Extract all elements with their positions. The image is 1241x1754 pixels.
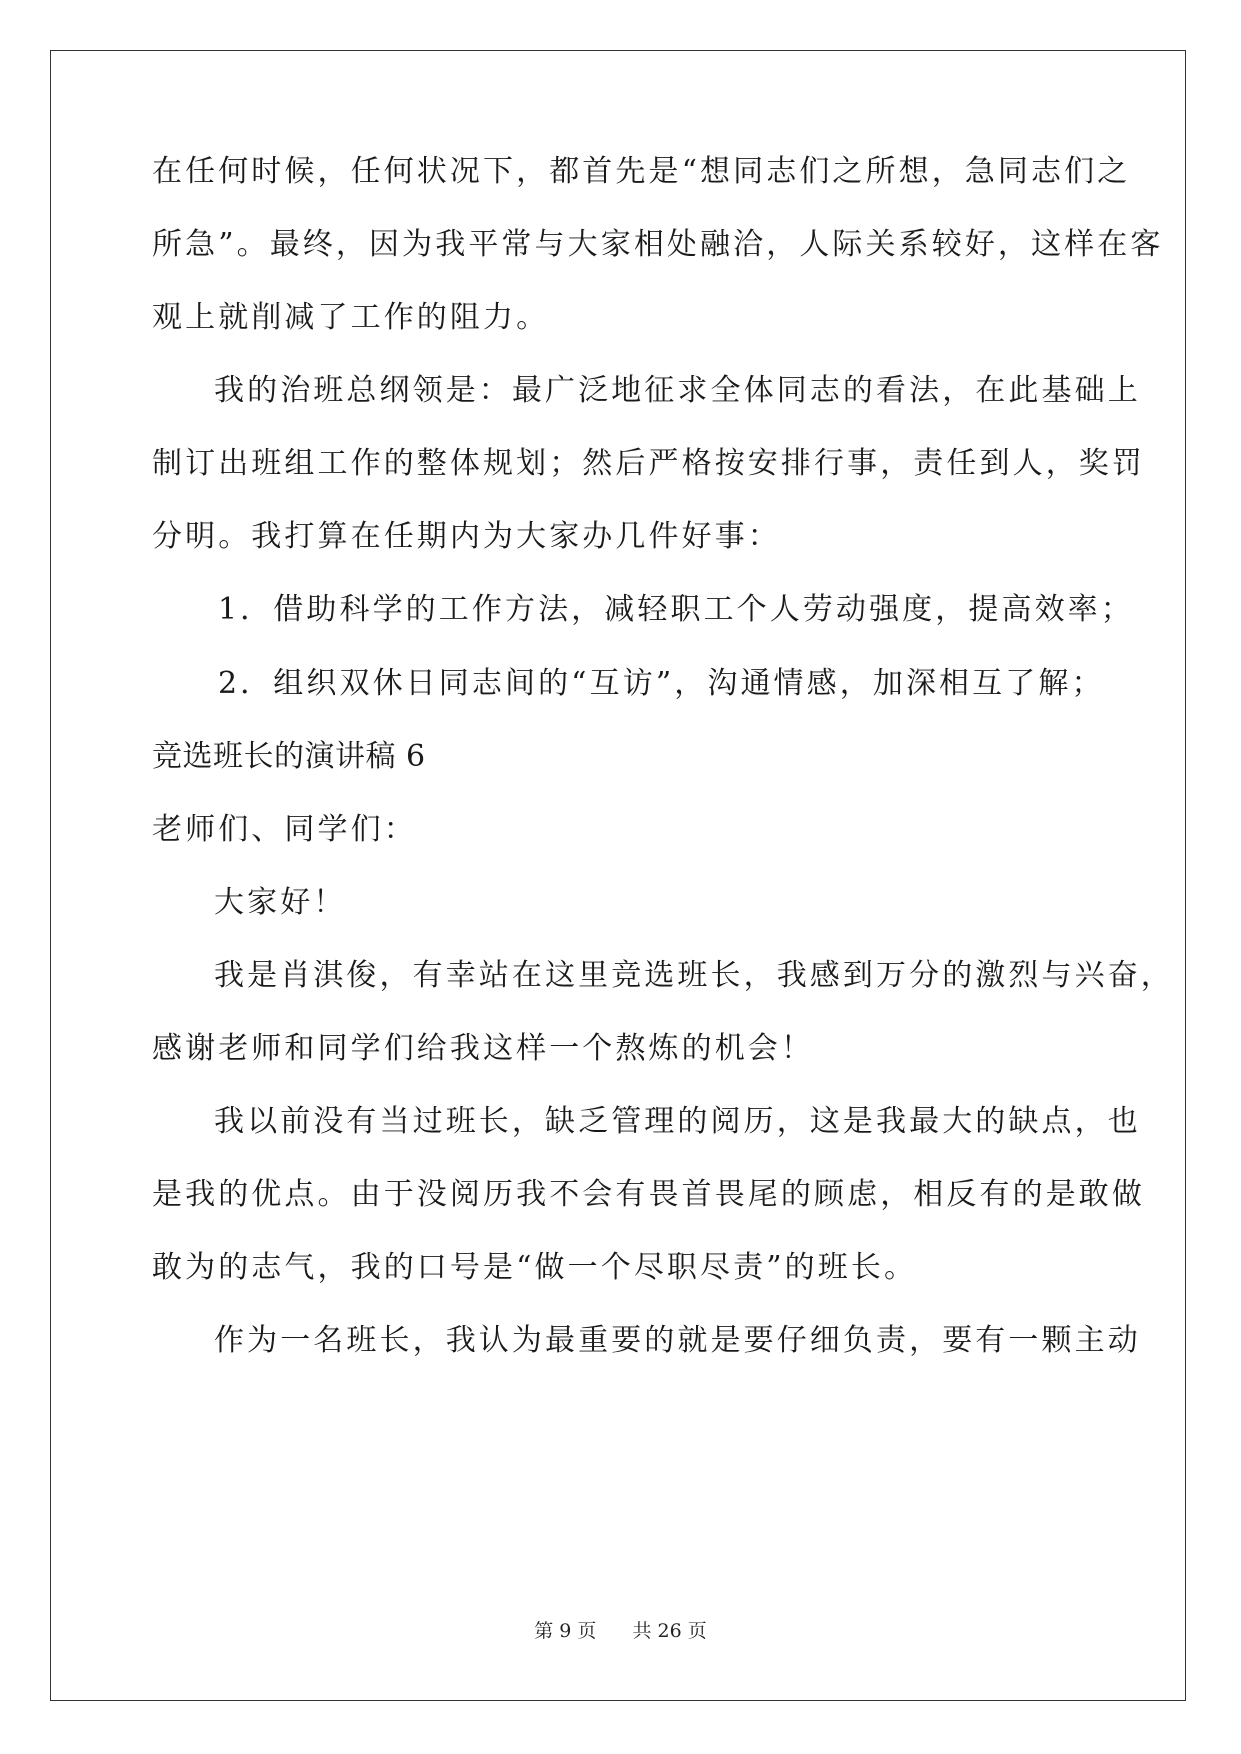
list-item: 2．组织双休日同志间的“互访”，沟通情感，加深相互了解； bbox=[218, 666, 1105, 701]
text-line: 我以前没有当过班长，缺乏管理的阅历，这是我最大的缺点，也 bbox=[214, 1104, 1141, 1139]
text-line: 在任何时候，任何状况下，都首先是“想同志们之所想，急同志们之 bbox=[152, 154, 1131, 189]
greeting: 大家好！ bbox=[214, 885, 347, 920]
text-line: 观上就削减了工作的阻力。 bbox=[152, 300, 550, 335]
text-line: 我的治班总纲领是：最广泛地征求全体同志的看法，在此基础上 bbox=[214, 373, 1141, 408]
page-number: 第 9 页 bbox=[534, 1620, 597, 1642]
text-line: 作为一名班长，我认为最重要的就是要仔细负责，要有一颗主动 bbox=[214, 1323, 1141, 1358]
text-line: 所急”。最终，因为我平常与大家相处融洽，人际关系较好，这样在客 bbox=[152, 227, 1164, 262]
list-item: 1．借助科学的工作方法，减轻职工个人劳动强度，提高效率； bbox=[218, 592, 1134, 627]
text-line: 感谢老师和同学们给我这样一个熬炼的机会！ bbox=[152, 1031, 814, 1066]
page-footer bbox=[0, 1619, 1241, 1643]
salutation: 老师们、同学们： bbox=[152, 812, 417, 847]
text-line: 我是肖淇俊，有幸站在这里竞选班长，我感到万分的激烈与兴奋， bbox=[214, 958, 1174, 993]
page-total: 共 26 页 bbox=[632, 1620, 707, 1642]
text-line: 是我的优点。由于没阅历我不会有畏首畏尾的顾虑，相反有的是敢做 bbox=[152, 1177, 1145, 1212]
section-heading: 竞选班长的演讲稿 6 bbox=[152, 739, 426, 774]
text-line: 敢为的志气，我的口号是“做一个尽职尽责”的班长。 bbox=[152, 1250, 918, 1285]
text-line: 制订出班组工作的整体规划；然后严格按安排行事，责任到人，奖罚 bbox=[152, 446, 1145, 481]
text-line: 分明。我打算在任期内为大家办几件好事： bbox=[152, 519, 781, 554]
